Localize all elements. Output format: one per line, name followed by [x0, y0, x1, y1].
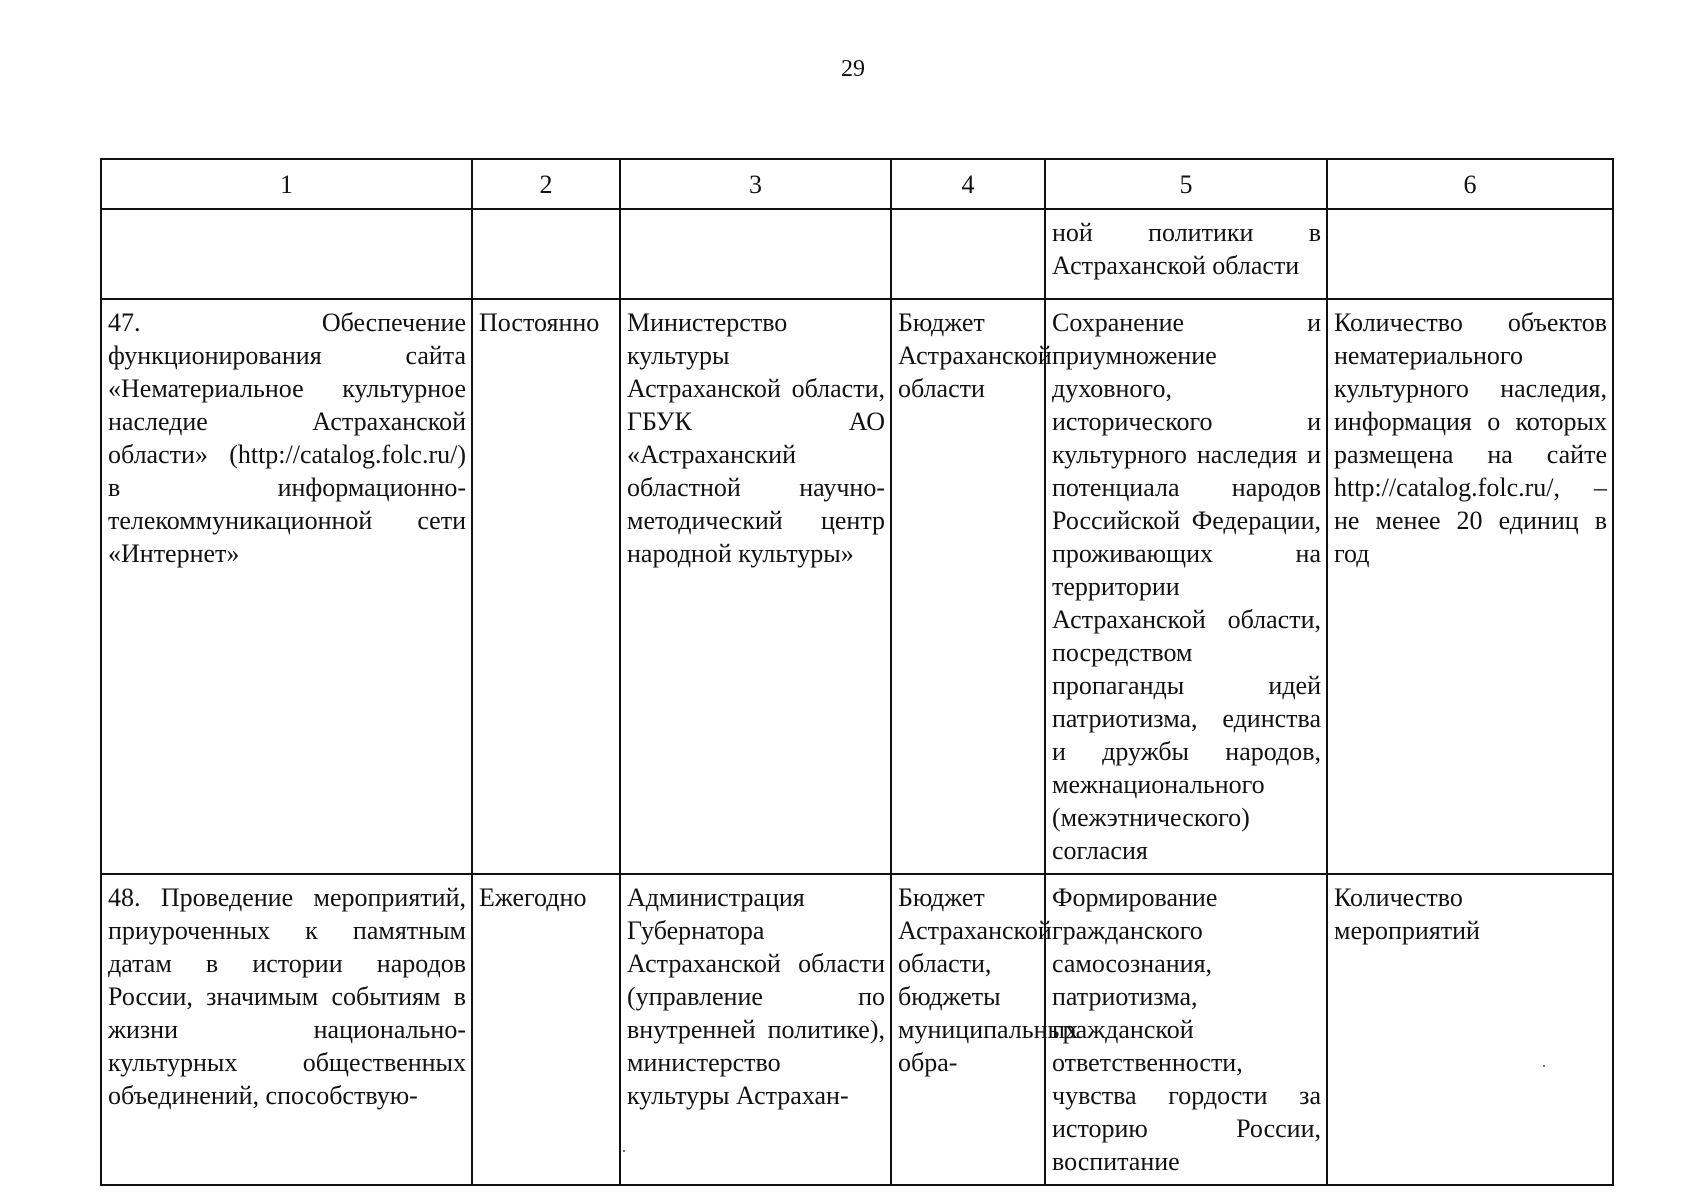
header-cell-3: 3 [620, 159, 891, 209]
row-48-goal: Формирование гражданского самосознания, патриотизма, гражданской ответственности, чувства гордости за историю России, воспитание [1045, 874, 1327, 1185]
header-cell-4: 4 [891, 159, 1045, 209]
row-47-goal: Сохранение и приумножение духовного, исторического и культурного наследия и потенциала народов Российской Федерации, проживающих на территории Астраханской области, посредством пропаганды идей патриотизма, единства и дружбы народов, межнационального (межэтнического) согласия [1045, 299, 1327, 874]
row-47-period: Постоянно [472, 299, 620, 874]
continuation-row [101, 209, 1613, 299]
row-47-executor: Министерство культуры Астраханской области, ГБУК АО «Астраханский областной научно-методический центр народной культуры» [620, 299, 891, 874]
row-48-executor: Администрация Губернатора Астраханской области (управление по внутренней политике), министерство культуры Астрахан- [620, 874, 891, 1185]
scan-speck [1543, 1065, 1545, 1067]
table-row [101, 874, 1613, 1185]
document-table [100, 158, 1614, 1186]
header-cell-6: 6 [1327, 159, 1613, 209]
row-48-event: 48. Проведение мероприятий, приуроченных к памятным датам в истории народов России, значимым событиям в жизни национально-культурных общественных объединений, способствую- [101, 874, 472, 1185]
row-47-funding: Бюджет Астраханской области [891, 299, 1045, 874]
row-48-indicator: Количество мероприятий [1327, 874, 1613, 1185]
cont-cell-goal: ной политики в Астраханской области [1045, 209, 1327, 299]
cont-cell-indicator [1327, 209, 1613, 299]
row-47-indicator: Количество объектов нематериального культурного наследия, информация о которых размещена на сайте http://catalog.folc.ru/, – не менее 20 единиц в год [1327, 299, 1613, 874]
row-48-period: Ежегодно [472, 874, 620, 1185]
header-cell-1: 1 [101, 159, 472, 209]
header-cell-5: 5 [1045, 159, 1327, 209]
row-48-funding: Бюджет Астраханской области, бюджеты муниципальных обра- [891, 874, 1045, 1185]
cont-cell-event [101, 209, 472, 299]
scan-speck [623, 1150, 625, 1152]
cont-cell-executor [620, 209, 891, 299]
header-cell-2: 2 [472, 159, 620, 209]
table-row [101, 299, 1613, 874]
row-47-event: 47. Обеспечение функционирования сайта «Нематериальное культурное наследие Астраханской области» (http://catalog.folc.ru/) в информационно-телекоммуникационной сети «Интернет» [101, 299, 472, 874]
cont-cell-period [472, 209, 620, 299]
page-number: 29 [841, 56, 865, 82]
header-row [101, 159, 1613, 209]
cont-cell-funding [891, 209, 1045, 299]
